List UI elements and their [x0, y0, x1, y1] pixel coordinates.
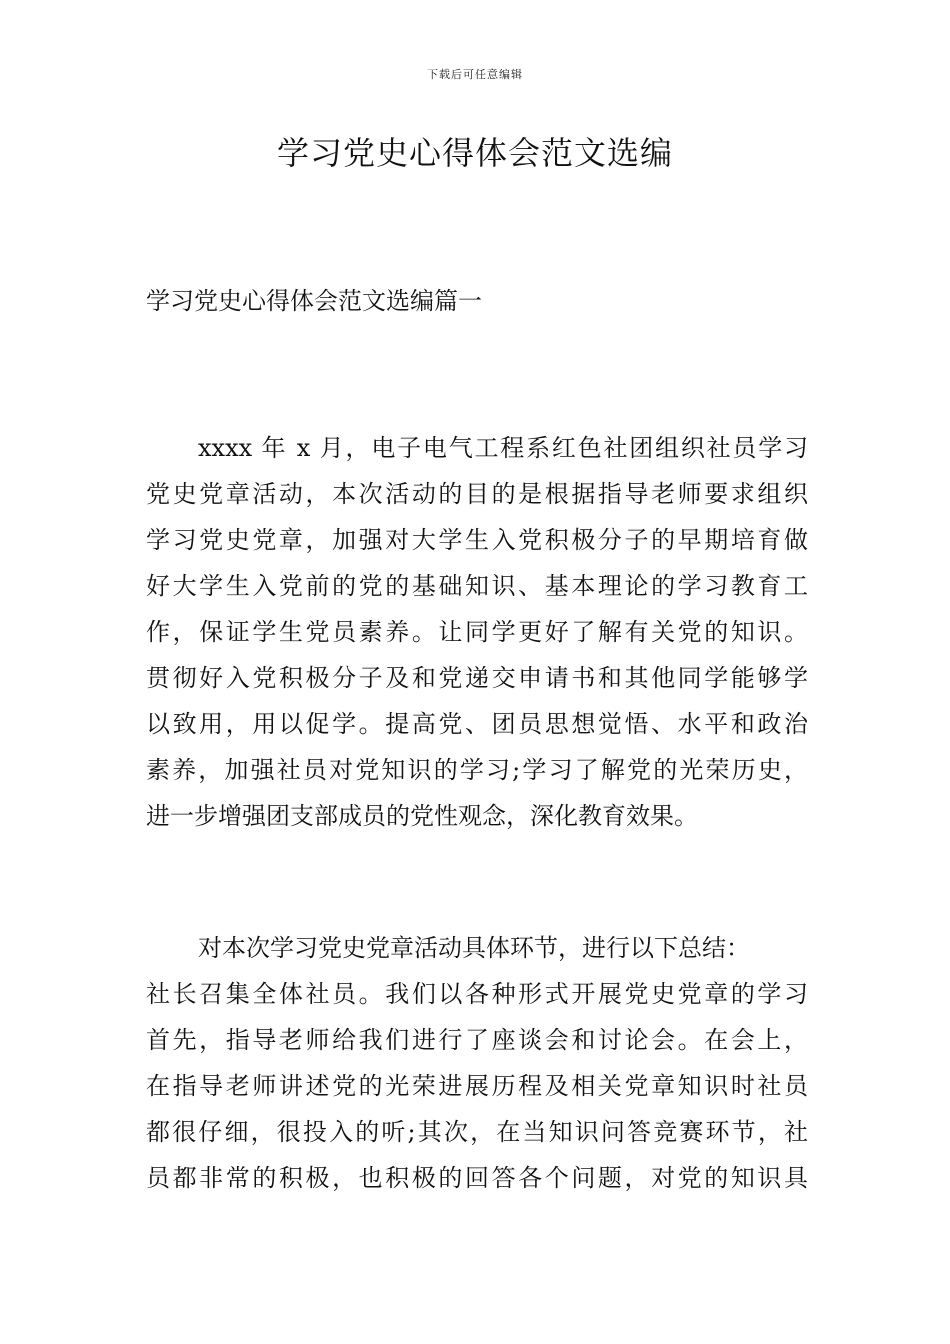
paragraph-line: 对本次学习党史党章活动具体环节，进行以下总结：	[198, 934, 750, 962]
paragraph-line: 素养，加强社员对党知识的学习;学习了解党的光荣历史，	[146, 756, 808, 784]
paragraph-line: 员都非常的积极，也积极的回答各个问题，对党的知识具	[146, 1164, 808, 1192]
paragraph-1	[146, 425, 808, 839]
paragraph-line: 贯彻好入党积极分子及和党递交申请书和其他同学能够学	[146, 664, 808, 692]
paragraph-2	[146, 925, 808, 1201]
paragraph-line: 好大学生入党前的党的基础知识、基本理论的学习教育工	[146, 572, 808, 600]
paragraph-line: 以致用，用以促学。提高党、团员思想觉悟、水平和政治	[146, 710, 808, 738]
paragraph-line: 都很仔细，很投入的听;其次，在当知识问答竞赛环节，社	[146, 1118, 808, 1146]
paragraph-line: 学习党史党章，加强对大学生入党积极分子的早期培育做	[146, 526, 808, 554]
paragraph-line: 社长召集全体社员。我们以各种形式开展党史党章的学习	[146, 980, 808, 1008]
document-title: 学习党史心得体会范文选编	[276, 134, 673, 172]
paragraph-line: 首先，指导老师给我们进行了座谈会和讨论会。在会上，	[146, 1026, 808, 1054]
header-note: 下载后可任意编辑	[427, 68, 523, 81]
paragraph-line: xxxx 年 x 月，电子电气工程系红色社团组织社员学习	[198, 434, 808, 462]
paragraph-line: 进一步增强团支部成员的党性观念，深化教育效果。	[146, 802, 698, 830]
paragraph-line: 在指导老师讲述党的光荣进展历程及相关党章知识时社员	[146, 1072, 808, 1100]
paragraph-line: 党史党章活动，本次活动的目的是根据指导老师要求组织	[146, 480, 808, 508]
section-title: 学习党史心得体会范文选编篇一	[146, 287, 482, 315]
paragraph-line: 作，保证学生党员素养。让同学更好了解有关党的知识。	[146, 618, 808, 646]
